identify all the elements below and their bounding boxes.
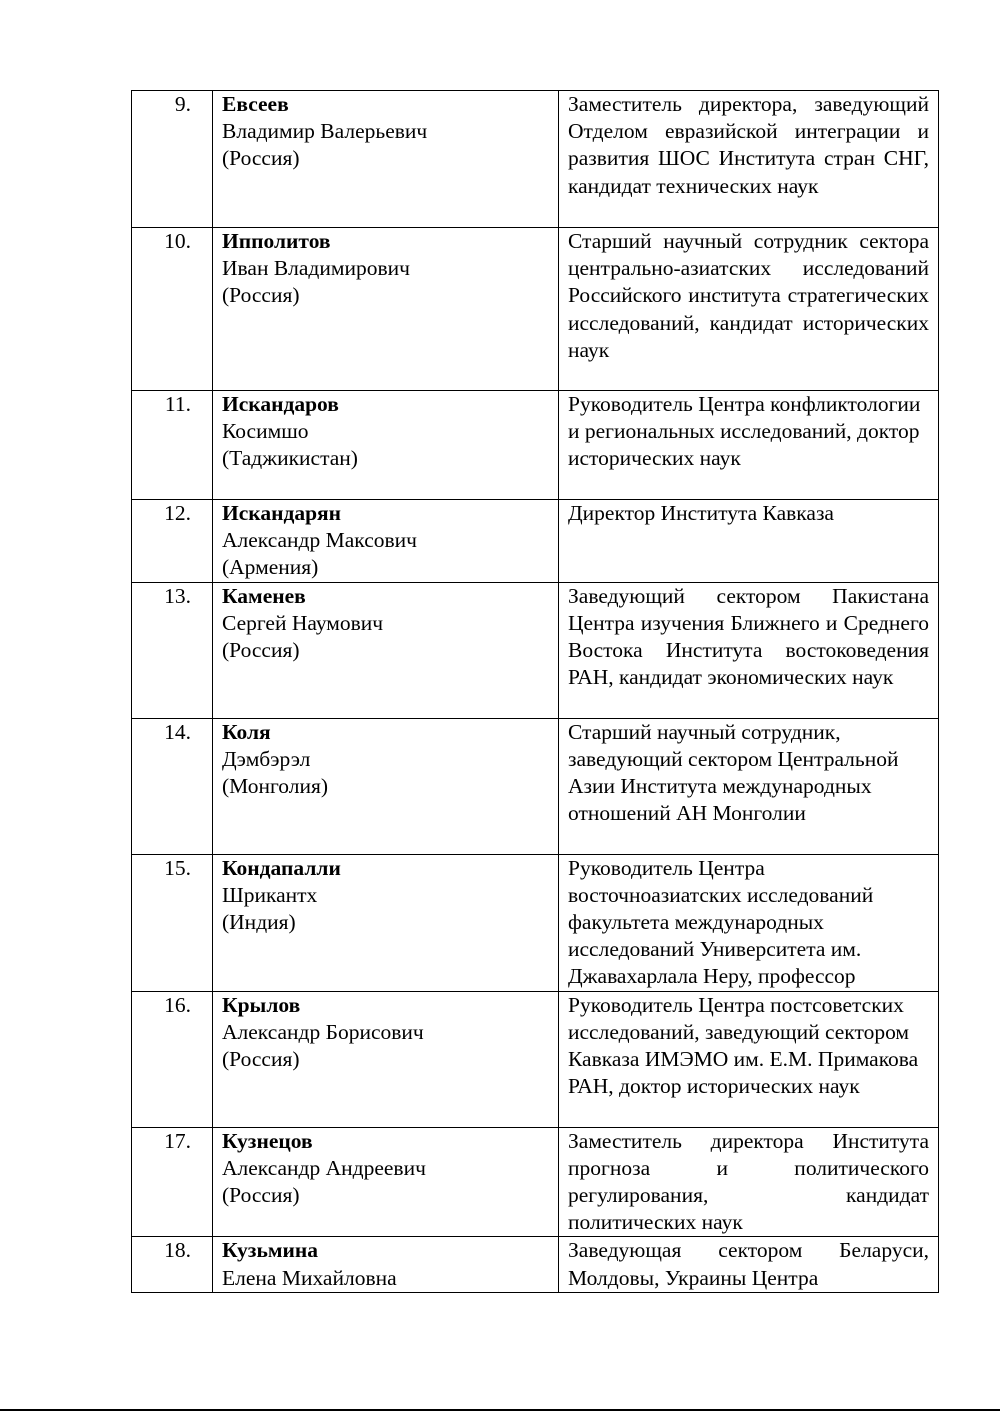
participant-surname: Искандаров xyxy=(222,392,339,416)
participant-position: Заведующая сектором Беларуси, Молдовы, Украины Центра xyxy=(559,1237,939,1292)
participant-surname: Коля xyxy=(222,719,271,744)
participant-country: (Армения) xyxy=(222,555,319,580)
participant-given-name: Александр Борисович xyxy=(222,1019,424,1044)
participant-given-name: Владимир Валерьевич xyxy=(222,119,428,144)
table-row xyxy=(132,228,939,391)
participant-country: (Россия) xyxy=(222,283,300,308)
participant-given-name: Иван Владимирович xyxy=(222,256,410,281)
participant-position: Заместитель директора Института прогноза и политического регулирования, кандидат политических наук xyxy=(559,1127,939,1237)
page-bottom-rule xyxy=(0,1409,1000,1411)
participant-name-cell xyxy=(213,582,559,718)
participant-given-name: Александр Максович xyxy=(222,528,417,553)
participant-surname: Кузнецов xyxy=(222,1128,313,1153)
participant-surname: Кузьмина xyxy=(222,1238,318,1263)
participant-surname: Кондапалли xyxy=(222,855,341,880)
row-number: 14. xyxy=(132,718,213,854)
participant-given-name: Шрикантх xyxy=(222,882,318,907)
table-row xyxy=(132,500,939,583)
row-number: 13. xyxy=(132,582,213,718)
participant-given-name: Александр Андреевич xyxy=(222,1155,426,1180)
participant-country: (Индия) xyxy=(222,910,296,935)
participant-name-cell xyxy=(213,500,559,583)
participant-position: Руководитель Центра постсоветских исследований, заведующий сектором Кавказа ИМЭМО им. Е.М. Примакова РАН, доктор исторических наук xyxy=(559,991,939,1127)
row-number: 15. xyxy=(132,854,213,991)
participant-name-cell xyxy=(213,228,559,391)
participant-surname: Крылов xyxy=(222,992,301,1017)
participant-position: Старший научный сотрудник, заведующий сектором Центральной Азии Института международных отношений АН Монголии xyxy=(559,718,939,854)
participant-name-cell xyxy=(213,1127,559,1237)
table-row xyxy=(132,582,939,718)
participants-table xyxy=(131,90,939,1293)
participant-country: (Россия) xyxy=(222,1183,300,1208)
participant-name-cell xyxy=(213,391,559,500)
row-number: 11. xyxy=(132,391,213,500)
row-number: 10. xyxy=(132,228,213,391)
participant-name-cell xyxy=(213,91,559,228)
participant-surname: Евсеев xyxy=(222,92,289,116)
participant-position: Заместитель директора, заведующий Отделом евразийской интеграции и развития ШОС Института стран СНГ, кандидат технических наук xyxy=(559,91,939,228)
participant-surname: Ипполитов xyxy=(222,229,331,253)
row-number: 12. xyxy=(132,500,213,583)
table-row xyxy=(132,1127,939,1237)
participant-name-cell xyxy=(213,718,559,854)
participant-name-cell xyxy=(213,991,559,1127)
participant-country: (Россия) xyxy=(222,1047,300,1072)
table-row xyxy=(132,391,939,500)
table-body xyxy=(132,91,939,1293)
row-number: 9. xyxy=(132,91,213,228)
table-row xyxy=(132,91,939,228)
table-row xyxy=(132,854,939,991)
row-number: 16. xyxy=(132,991,213,1127)
participant-given-name: Косимшо xyxy=(222,419,309,444)
participant-position: Руководитель Центра конфликтологии и региональных исследований, доктор исторических наук xyxy=(559,391,939,500)
participant-name-cell xyxy=(213,854,559,991)
participant-position: Руководитель Центра восточноазиатских исследований факультета международных исследований Университета им. Джавахарлала Неру, профессор xyxy=(559,854,939,991)
participant-given-name: Елена Михайловна xyxy=(222,1265,397,1290)
participant-country: (Россия) xyxy=(222,146,300,171)
participant-position: Старший научный сотрудник сектора центрально-азиатских исследований Российского института стратегических исследований, кандидат исторических наук xyxy=(559,228,939,391)
row-number: 17. xyxy=(132,1127,213,1237)
participant-given-name: Дэмбэрэл xyxy=(222,746,311,771)
table-row xyxy=(132,991,939,1127)
participant-name-cell xyxy=(213,1237,559,1292)
participant-country: (Россия) xyxy=(222,638,300,663)
table-row xyxy=(132,718,939,854)
participant-given-name: Сергей Наумович xyxy=(222,610,384,635)
participant-country: (Таджикистан) xyxy=(222,446,358,471)
row-number: 18. xyxy=(132,1237,213,1292)
participant-country: (Монголия) xyxy=(222,774,329,799)
participant-position: Директор Института Кавказа xyxy=(559,500,939,583)
participant-position: Заведующий сектором Пакистана Центра изучения Ближнего и Среднего Востока Института востоковедения РАН, кандидат экономических наук xyxy=(559,582,939,718)
table-row xyxy=(132,1237,939,1292)
participant-surname: Искандарян xyxy=(222,501,342,525)
participant-surname: Каменев xyxy=(222,583,306,608)
